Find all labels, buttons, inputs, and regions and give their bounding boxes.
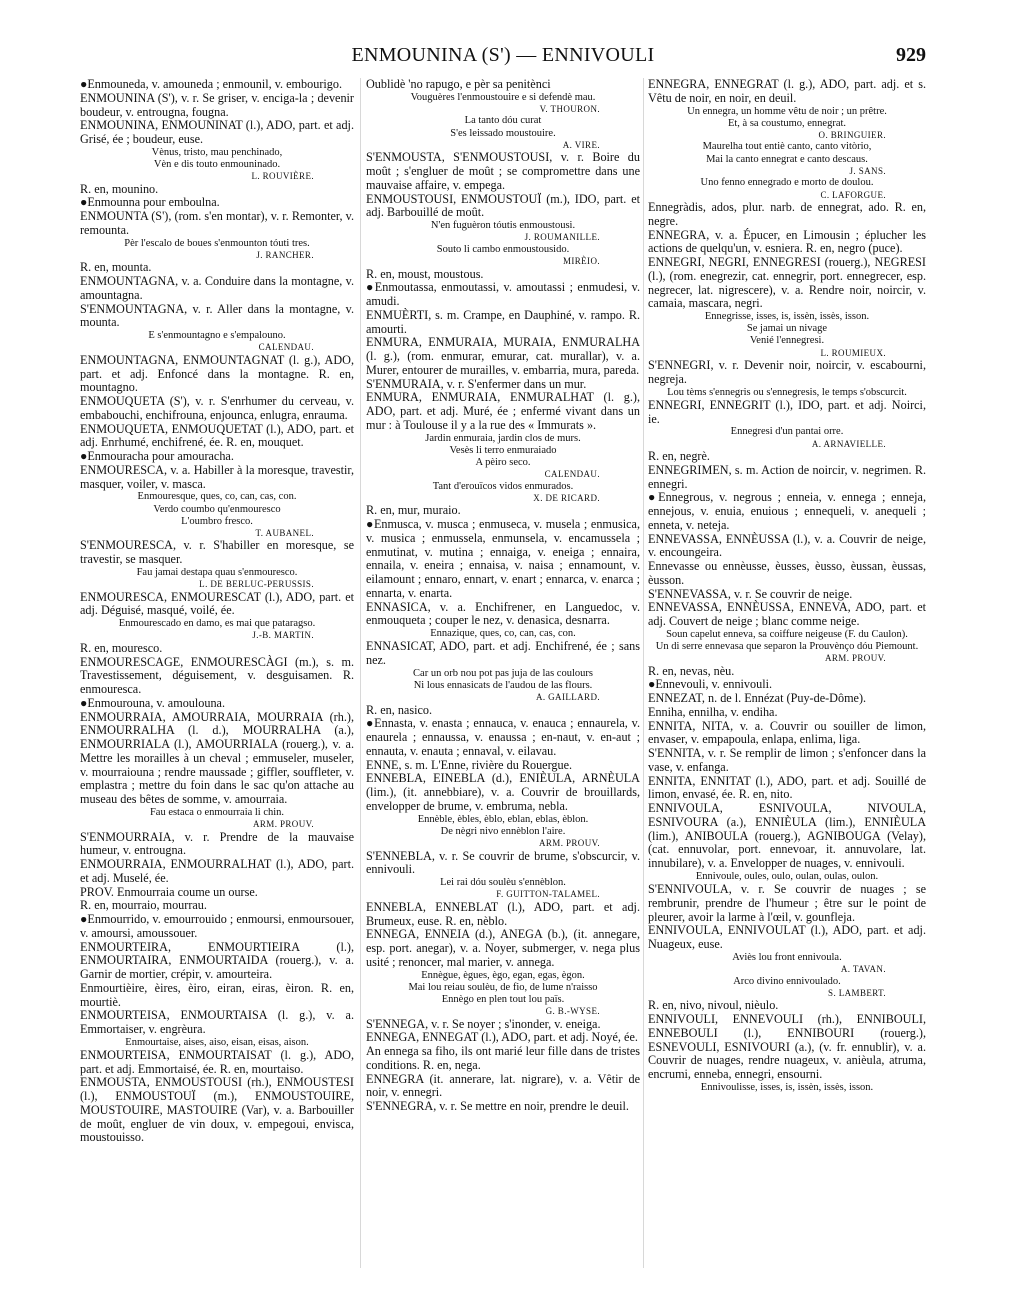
citation-quote: Ennivoule, oules, oulo, oulan, oulas, oulon. bbox=[695, 870, 879, 882]
dictionary-entry: ●Enmouracha pour amouracha. bbox=[80, 449, 234, 464]
citation-author: A. TAVAN. bbox=[840, 964, 886, 975]
dictionary-entry: ENMOUSTA, ENMOUSTOUSI (rh.), ENMOUSTESI (l.), ENMOUSTOUÏ (m.), ENMOUSTOUIRE, MOUSTOUIRE, MASTOUIRE (Var), v. a. Barbouiller de moût, engluer de vin doux, v. empegoui, envisca, moustouisso. bbox=[80, 1075, 354, 1145]
dictionary-entry: R. en, mounino. bbox=[80, 181, 159, 196]
dictionary-entry: ENMOUQUETA, ENMOUQUETAT (l.), ADO, part. et adj. Enrhumé, enchifrené, ée. R. en, mouquet. bbox=[80, 421, 354, 450]
citation-author: J. ROUMANILLE. bbox=[524, 232, 600, 243]
citation-quote: Venié l'ennegresi. bbox=[749, 335, 825, 347]
dictionary-entry: S'ENMOURESCA, v. r. S'habiller en moresque, se travestir, se masquer. bbox=[80, 538, 354, 567]
citation-author: A. ARNAVIELLE. bbox=[811, 438, 886, 449]
dictionary-entry: ENNASICA, v. a. Enchifrener, en Languedoc, v. enmouqueta ; couper le nez, v. denasica, desnarra. bbox=[366, 599, 640, 628]
dictionary-entry: S'ENMOUNTAGNA, v. r. Aller dans la montagne, v. mounta. bbox=[80, 301, 354, 330]
dictionary-entry: ENMOURRAIA, AMOURRAIA, MOURRAIA (rh.), ENMOURRALHA (l. d.), MOURRALHA (a.), ENMOURRIALA (l.), AMOURRIALA (rouerg.), v. a. Mettre les morailles à un cheval ; emmuseler, museler, v. mourraiouna ; rendre maussade ; giffler, souffleter, v. emplastra ; mettre du foin dans le sac qu'on attache au museau des bêtes de somme, v. amourraia. bbox=[80, 709, 354, 807]
citation-author: ARM. PROUV. bbox=[538, 838, 600, 849]
citation-quote: Jardin enmuraia, jardin clos de murs. bbox=[425, 432, 581, 444]
citation-author: A. GAILLARD. bbox=[535, 692, 600, 703]
citation-author: G. B.-WYSE. bbox=[545, 1006, 600, 1017]
citation-quote: Mai la canto ennegrat e canto descaus. bbox=[706, 153, 868, 165]
dictionary-entry: ENNIVOULA, ENNIVOULAT (l.), ADO, part. et adj. Nuageux, euse. bbox=[648, 923, 926, 952]
citation-author: J. RANCHER. bbox=[256, 249, 314, 260]
citation-quote: Car un orb nou pot pas juja de las coulours bbox=[413, 667, 593, 679]
dictionary-entry: ENNIVOULI, ENNEVOULI (rh.), ENNIBOULI, ENNEBOULI (l.), ENNIBOURI (rouerg.), ESNEVOULI, ESNIVOURI (a.), (v. fr. ennublir), v. a. Couvrir de nuages, rendre nuageux, v. anièula, atruma, encrumi, enneba, ennegri, ensourni. bbox=[648, 1012, 926, 1082]
citation-author: A. VIRE. bbox=[562, 139, 600, 150]
citation-quote: Arco divino ennivoulado. bbox=[733, 975, 841, 987]
citation-quote: Souto li cambo enmoustousido. bbox=[436, 243, 570, 255]
citation-author: CALENDAU. bbox=[544, 469, 600, 480]
dictionary-entry: R. en, mounta. bbox=[80, 260, 152, 275]
dictionary-entry: ENNEBLA, EINEBLA (d.), ENIÈULA, ARNÈULA (lim.), (it. annebbiare), v. a. Couvrir de brouillards, envelopper de brume, v. embruma, nebla. bbox=[366, 771, 640, 813]
citation-quote: Pèr l'escalo de boues s'enmounton tóuti tres. bbox=[124, 237, 310, 249]
dictionary-entry: R. en, moust, moustous. bbox=[366, 266, 484, 281]
dictionary-entry: ENMOURESCAGE, ENMOURESCÀGI (m.), s. m. Travestissement, déguisement, v. desguisamen. R. enmouresca. bbox=[80, 654, 354, 697]
citation-quote: De nègri nivo ennèblon l'aire. bbox=[440, 825, 566, 837]
dictionary-entry: R. en, mourraio, mourrau. bbox=[80, 898, 207, 913]
dictionary-entry: ●Enmouneda, v. amouneda ; enmounil, v. embourigo. bbox=[80, 77, 342, 91]
citation-quote: Ennègue, ègues, ègo, egan, egas, ègon. bbox=[421, 969, 585, 981]
dictionary-entry: ENMURA, ENMURAIA, ENMURALHAT (l. g.), ADO, part. et adj. Muré, ée ; enfermé vivant dans un mur : à Toulouse il y a la rue des « Immurats ». bbox=[366, 390, 640, 432]
dictionary-entry: ENMOUNINA (S'), v. r. Se griser, v. enciga-la ; devenir boudeur, v. entrougna, fougna. bbox=[80, 90, 354, 119]
dictionary-entry: Ennegràdis, ados, plur. narb. de ennegrat, ado. R. en, negre. bbox=[648, 200, 926, 228]
citation-quote: Enmouresque, ques, co, can, cas, con. bbox=[137, 491, 297, 503]
citation-quote: N'en fuguèron tóutis enmoustousi. bbox=[430, 220, 576, 232]
dictionary-entry: ENMOURTEISA, ENMOURTAISA (l. g.), v. a. Emmortaiser, v. engrèura. bbox=[80, 1008, 354, 1037]
dictionary-entry: An ennega sa fiho, ils ont marié leur fille dans de tristes conditions. R. en, nega. bbox=[366, 1044, 640, 1072]
citation-author: ARM. PROUV. bbox=[824, 653, 886, 664]
citation-quote: Ennegresi d'un pantai orre. bbox=[730, 426, 844, 438]
citation-quote: Ennivoulisse, isses, is, issèn, issès, isson. bbox=[700, 1081, 874, 1093]
dictionary-entry: ●Enmoutassa, enmoutassi, v. amoutassi ; enmudesi, v. amudi. bbox=[366, 280, 640, 309]
dictionary-entry: ENMOUNTAGNA, v. a. Conduire dans la montagne, v. amountagna. bbox=[80, 274, 354, 302]
dictionary-entry: ENNEGA, ENNEGAT (l.), ADO, part. et adj. Noyé, ée. bbox=[366, 1030, 638, 1045]
column-divider bbox=[360, 78, 361, 1268]
dictionary-entry: ENNASICAT, ADO, part. et adj. Enchifrené, ée ; sans nez. bbox=[366, 639, 640, 668]
citation-quote: A pèiro seco. bbox=[475, 456, 531, 468]
dictionary-entry: Enniha, ennilha, v. endiha. bbox=[648, 704, 778, 719]
dictionary-entry: ENMURA, ENMURAIA, MURAIA, ENMURALHA (l. g.), (rom. enmurar, emurar, cat. murallar), v. a. Murer, entourer de murailles, v. embarria, mura, pareda. bbox=[366, 335, 640, 377]
citation-quote: Uno fenno ennegrado e morto de doulou. bbox=[700, 177, 874, 189]
citation-quote: Ennègo en plen tout lou païs. bbox=[441, 993, 565, 1005]
dictionary-entry: ENMUÈRTI, s. m. Crampe, en Dauphiné, v. rampo. R. amourti. bbox=[366, 307, 640, 336]
dictionary-entry: ENMOUNTA (S'), (rom. s'en montar), v. r. Remonter, v. remounta. bbox=[80, 209, 354, 237]
citation-quote: Fau estaca o enmourraia li chin. bbox=[149, 806, 285, 818]
citation-author: J. SANS. bbox=[849, 165, 886, 176]
page-number: 929 bbox=[896, 44, 926, 66]
dictionary-entry: ●Enmusca, v. musca ; enmuseca, v. musela ; enmusica, v. musica ; enmussela, enmunsela, v. encamussela ; enmutinat, v. mutina ; ennaiga, v. eneiga ; ennaira, ennaila, v. eneira ; ennaisa, v. naisa ; ennamount, v. eilamount ; ennaro, ennart, v. enart ; ennarca, v. enarca ; ennarta, v. enarta. bbox=[366, 517, 640, 600]
citation-quote: Vènus, tristo, mau penchinado, bbox=[151, 146, 283, 158]
dictionary-entry: R. en, nasico. bbox=[366, 702, 433, 717]
citation-author: ARM. PROUV. bbox=[252, 819, 314, 830]
citation-quote: Vouguères l'enmoustouire e si defendè mau. bbox=[410, 91, 596, 103]
dictionary-entry: S'ENMOURRAIA, v. r. Prendre de la mauvaise humeur, v. entrougna. bbox=[80, 829, 354, 858]
citation-author: L. ROUMIEUX. bbox=[820, 347, 886, 358]
dictionary-entry: ●Enmourouna, v. amoulouna. bbox=[80, 695, 226, 710]
citation-quote: Tant d'erouïcos vidos enmurados. bbox=[432, 480, 574, 492]
page-header bbox=[80, 44, 926, 74]
dictionary-entry: S'ENMOUSTA, S'ENMOUSTOUSI, v. r. Boire du moût ; s'engluer de moût ; se compromettre dans une mauvaise affaire, v. empega. bbox=[366, 150, 640, 192]
column-right bbox=[648, 78, 926, 1094]
column-divider bbox=[643, 78, 644, 1268]
dictionary-entry: S'ENNITA, v. r. Se remplir de limon ; s'enfoncer dans la vase, v. enfanga. bbox=[648, 746, 926, 774]
dictionary-entry: ENMOUNTAGNA, ENMOUNTAGNAT (l. g.), ADO, part. et adj. Enfoncé dans la montagne. R. en, mountagno. bbox=[80, 352, 354, 395]
citation-quote: Et, à sa coustumo, ennegrat. bbox=[727, 117, 847, 129]
dictionary-entry: ENNEGRI, ENNEGRIT (l.), IDO, part. et adj. Noirci, ie. bbox=[648, 397, 926, 426]
dictionary-entry: ENMOUSTOUSI, ENMOUSTOUÏ (m.), IDO, part. et adj. Barbouillé de moût. bbox=[366, 191, 640, 220]
citation-author: L. DE BERLUC-PERUSSIS. bbox=[199, 579, 314, 590]
citation-author: V. THOURON. bbox=[539, 103, 600, 114]
dictionary-entry: ENMOUQUETA (S'), v. r. S'enrhumer du cerveau, v. embabouchi, enchifrouna, enjounca, enlugra, enrauma. bbox=[80, 394, 354, 422]
citation-quote: Lou tèms s'ennegris ou s'ennegresis, le temps s'obscurcit. bbox=[667, 386, 907, 398]
dictionary-entry: ENNEVASSA, ENNÈUSSA (l.), v. a. Couvrir de neige, v. encoungeira. bbox=[648, 531, 926, 560]
citation-quote: Fau jamai destapa quau s'enmouresco. bbox=[136, 566, 298, 578]
citation-quote: Un di serre ennevasa que separon la Prouvènço dóu Piemount. bbox=[655, 640, 919, 652]
dictionary-entry: Oublidè 'no rapugo, e pèr sa penitènci bbox=[366, 77, 551, 91]
dictionary-entry: ENNEBLA, ENNEBLAT (l.), ADO, part. et adj. Brumeux, euse. R. en, nèblo. bbox=[366, 899, 640, 928]
dictionary-entry: ENNEGA, ENNEIA (d.), ANEGA (b.), (it. annegare, esp. port. anegar), v. a. Noyer, submerger, v. nega plus usité ; renoncer, mal marier, v. annega. bbox=[366, 927, 640, 969]
citation-quote: Verdo coumbo qu'enmouresco bbox=[153, 503, 281, 515]
dictionary-entry: ●Enmourrido, v. emourrouido ; enmoursi, enmoursouer, v. amoursi, amoussouer. bbox=[80, 912, 354, 940]
citation-quote: L'oumbro fresco. bbox=[181, 515, 253, 527]
column-left bbox=[80, 78, 354, 1145]
dictionary-entry: S'ENNEVASSA, v. r. Se couvrir de neige. bbox=[648, 586, 853, 601]
dictionary-entry: ENNEGRIMEN, s. m. Action de noircir, v. negrimen. R. ennegri. bbox=[648, 462, 926, 491]
dictionary-entry: ENMOURTEIRA, ENMOURTIEIRA (l.), ENMOURTAIRA, ENMOURTAIDA (rouerg.), v. a. Garnir de mortier, crépir, v. amourteira. bbox=[80, 939, 354, 982]
dictionary-entry: S'ENNEBLA, v. r. Se couvrir de brume, s'obscurcir, v. ennivouli. bbox=[366, 848, 640, 877]
citation-quote: S'es leissado moustouire. bbox=[450, 127, 556, 139]
dictionary-entry: ●Ennegrous, v. negrous ; enneia, v. ennega ; enneja, ennejous, v. enuia, enuious ; ennequeli, v. anequeli ; enneta, v. neteja. bbox=[648, 490, 926, 532]
dictionary-entry: R. en, negrè. bbox=[648, 449, 710, 464]
citation-quote: Soun capelut enneva, sa coiffure neigeuse (F. du Caulon). bbox=[666, 628, 908, 640]
dictionary-entry: ENMOURESCA, ENMOURESCAT (l.), ADO, part. et adj. Déguisé, masqué, voilé, ée. bbox=[80, 589, 354, 618]
citation-quote: Mai lou reiau soulèu, de fio, de lume n'raisso bbox=[408, 981, 598, 993]
citation-quote: Aviès lou front ennivoula. bbox=[732, 951, 842, 963]
dictionary-entry: ENMOURRAIA, ENMOURRALHAT (l.), ADO, part. et adj. Muselé, ée. bbox=[80, 857, 354, 885]
citation-author: MIRÈIO. bbox=[562, 256, 600, 267]
dictionary-entry: ENNE, s. m. L'Enne, rivière du Rouergue. bbox=[366, 757, 573, 772]
dictionary-entry: R. en, nevas, nèu. bbox=[648, 663, 735, 678]
dictionary-entry: R. en, mur, muraio. bbox=[366, 503, 461, 518]
citation-quote: Se jamai un nivage bbox=[746, 323, 828, 335]
dictionary-entry: S'ENNEGA, v. r. Se noyer ; s'inonder, v. eneiga. bbox=[366, 1016, 601, 1031]
dictionary-entry: ●Enmounna pour emboulna. bbox=[80, 195, 220, 210]
citation-author: S. LAMBERT. bbox=[828, 987, 886, 998]
dictionary-entry: ENMOURTEISA, ENMOURTAISAT (l. g.), ADO, part. et adj. Emmortaisé, ée. R. en, mourtaiso. bbox=[80, 1047, 354, 1076]
citation-quote: Vèn e dis touto enmouninado. bbox=[153, 158, 281, 170]
citation-quote: Un ennegra, un homme vêtu de noir ; un prêtre. bbox=[687, 105, 887, 117]
dictionary-entry: ●Ennevouli, v. ennivouli. bbox=[648, 677, 773, 692]
dictionary-entry: ENNIVOULA, ESNIVOULA, NIVOULA, ESNIVOURA (a.), ENNIÈULA (lim.), ENNIÈULA (lim.), ANIBOULA (rouerg.), AGNIBOUGA (Velay), (cat. ennuvolar, port. ennevoar, it. annuvolare, lat. innubilare), v. a. Envelopper de nuages, v. ennivouli. bbox=[648, 801, 926, 871]
dictionary-entry: S'ENNEGRI, v. r. Devenir noir, noircir, v. escabourni, negreja. bbox=[648, 358, 926, 386]
citation-author: O. BRINGUIER. bbox=[818, 129, 886, 140]
dictionary-entry: ENNEZAT, n. de l. Ennézat (Puy-de-Dôme). bbox=[648, 691, 867, 706]
dictionary-entry: ENNEGRA, ENNEGRAT (l. g.), ADO, part. adj. et s. Vêtu de noir, en noir, en deuil. bbox=[648, 77, 926, 105]
dictionary-entry: ENNEGRA (it. annerare, lat. nigrare), v. a. Vêtir de noir, v. ennegri. bbox=[366, 1071, 640, 1100]
citation-quote: Enmourescado en damo, es mai que pataragso. bbox=[118, 618, 316, 630]
dictionary-entry: ENMOUNINA, ENMOUNINAT (l.), ADO, part. et adj. Grisé, ée ; boudeur, euse. bbox=[80, 118, 354, 146]
citation-quote: Maurelha tout entiè canto, canto vitòrio, bbox=[702, 141, 872, 153]
dictionary-entry: ENNITA, NITA, v. a. Couvrir ou souiller de limon, envaser, v. empapoula, enlapa, enlima, liga. bbox=[648, 718, 926, 747]
running-title: ENMOUNINA (S') — ENNIVOULI bbox=[351, 44, 655, 66]
citation-author: F. GUITTON-TALAMEL. bbox=[496, 889, 600, 900]
citation-author: X. DE RICARD. bbox=[533, 492, 600, 503]
citation-quote: Vesès li terro enmuraiado bbox=[449, 444, 557, 456]
citation-quote: Ennazique, ques, co, can, cas, con. bbox=[430, 628, 576, 640]
dictionary-entry: R. en, mouresco. bbox=[80, 640, 163, 655]
citation-quote: Enmourtaise, aises, aiso, eisan, eisas, aison. bbox=[125, 1036, 309, 1048]
citation-author: CALENDAU. bbox=[258, 342, 314, 353]
dictionary-entry: Ennevasse ou ennèusse, èusses, èusso, èussan, èussas, èusson. bbox=[648, 559, 926, 587]
citation-quote: E s'enmountagno e s'empalouno. bbox=[148, 330, 286, 342]
column-middle bbox=[366, 78, 640, 1114]
dictionary-entry: ●Ennasta, v. enasta ; ennauca, v. enauca ; ennaurela, v. enaurela ; ennaussa, v. enaussa ; en-naut, v. en-aut ; ennauta, v. enauta ; ennaval, v. eilavau. bbox=[366, 716, 640, 758]
dictionary-entry: Enmourtièire, èires, èiro, eiran, eiras, èiron. R. en, mourtiè. bbox=[80, 980, 354, 1009]
dictionary-entry: S'ENNEGRA, v. r. Se mettre en noir, prendre le deuil. bbox=[366, 1099, 629, 1114]
dictionary-entry: ENNEGRA, v. a. Épucer, en Limousin ; éplucher les actions de quelqu'un, v. esniera. R. en, negro (puce). bbox=[648, 227, 926, 256]
citation-quote: La tanto dóu curat bbox=[464, 115, 542, 127]
dictionary-entry: S'ENNIVOULA, v. r. Se couvrir de nuages ; se rembrunir, prendre de l'humeur ; être sur le point de pleurer, avoir la larme à l'œil, v. gounfleja. bbox=[648, 882, 926, 924]
dictionary-entry: ENNITA, ENNITAT (l.), ADO, part. et adj. Souillé de limon, envasé, ée. R. en, nito. bbox=[648, 773, 926, 802]
citation-author: J.-B. MARTIN. bbox=[252, 630, 314, 641]
dictionary-entry: ENNEGRI, NEGRI, ENNEGRESI (rouerg.), NEGRESI (l.), (rom. enegrezir, cat. ennegrir, port. ennegrecer, esp. negrecer, lat. nigrescere), v. a. Rendre noir, noircir, v. camaia, mascara, negri. bbox=[648, 255, 926, 311]
dictionary-entry: R. en, nivo, nivoul, nièulo. bbox=[648, 998, 779, 1013]
citation-quote: Ni lous ennasicats de l'audou de las flours. bbox=[413, 679, 593, 691]
citation-quote: Ennèble, èbles, èblo, eblan, eblas, èblon. bbox=[417, 813, 589, 825]
citation-author: C. LAFORGUE. bbox=[820, 189, 886, 200]
dictionary-entry: S'ENMURAIA, v. r. S'enfermer dans un mur. bbox=[366, 376, 587, 391]
citation-quote: Lei rai dóu soulèu s'ennèblon. bbox=[440, 877, 566, 889]
dictionary-entry: ENNEVASSA, ENNÈUSSA, ENNEVA, ADO, part. et adj. Couvert de neige ; blanc comme neige. bbox=[648, 600, 926, 629]
citation-quote: Ennegrisse, isses, is, issèn, issès, isson. bbox=[704, 311, 870, 323]
citation-author: T. AUBANEL. bbox=[255, 527, 314, 538]
citation-author: L. ROUVIÈRE. bbox=[251, 171, 314, 182]
dictionary-entry: PROV. Enmourraia coume un ourse. bbox=[80, 884, 258, 899]
dictionary-entry: ENMOURESCA, v. a. Habiller à la moresque, travestir, masquer, voiler, v. masca. bbox=[80, 462, 354, 491]
